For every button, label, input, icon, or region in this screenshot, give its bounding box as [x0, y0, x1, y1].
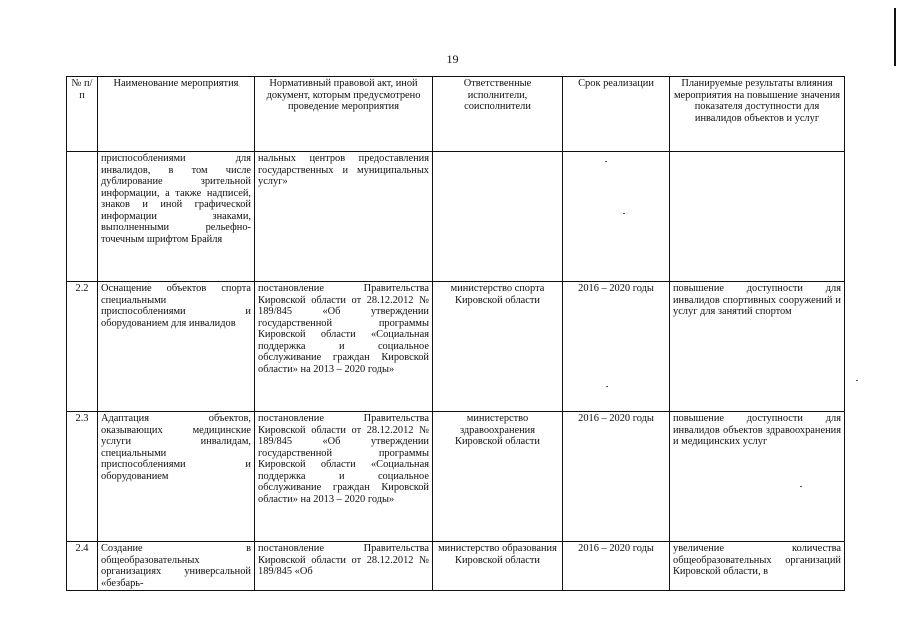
row-term: 2016 – 2020 годы	[563, 412, 670, 542]
table-row	[67, 412, 845, 542]
row-responsible: министерство образования Кировской области	[433, 542, 563, 591]
table-header-row	[67, 77, 845, 152]
row-expected-result: повышение доступности для инвалидов спортивных сооружений и услуг для занятий спортом	[670, 282, 845, 412]
table-row	[67, 282, 845, 412]
table-row	[67, 152, 845, 282]
header-expected-results: Планируемые результаты влияния мероприятия на повышение значения показателя доступности для инвалидов объектов и услуг	[670, 77, 845, 152]
scan-speck	[856, 380, 858, 381]
row-expected-result: увеличение количества общеобразовательных организаций Кировской области, в	[670, 542, 845, 591]
row-term: 2016 – 2020 годы	[563, 282, 670, 412]
row-measure-name: Оснащение объектов спорта специальными приспособлениями и оборудованием для инвалидов	[98, 282, 255, 412]
row-term: 2016 – 2020 годы	[563, 542, 670, 591]
row-measure-name: Адаптация объектов, оказывающих медицинские услуги инвалидам, специальными приспособлениями и оборудованием	[98, 412, 255, 542]
row-legal-act: постановление Правительства Кировской области от 28.12.2012 № 189/845 «Об	[255, 542, 433, 591]
row-expected-result	[670, 152, 845, 282]
row-responsible: министерство спорта Кировской области	[433, 282, 563, 412]
page-number: 19	[446, 52, 459, 66]
header-number: № п/п	[67, 77, 98, 152]
table-row	[67, 542, 845, 591]
header-legal-act: Нормативный правовой акт, иной документ, которым предусмотрено проведение мероприятия	[255, 77, 433, 152]
row-number: 2.2	[67, 282, 98, 412]
row-responsible	[433, 152, 563, 282]
row-legal-act: постановление Правительства Кировской области от 28.12.2012 № 189/845 «Об утверждении государственной программы Кировской области «Социальная поддержка и социальное обслуживание граждан Кировской области» на 2013 – 2020 годы»	[255, 282, 433, 412]
row-legal-act: нальных центров предоставления государственных и муниципальных услуг»	[255, 152, 433, 282]
measures-table	[66, 76, 845, 591]
row-responsible: министерство здравоохранения Кировской области	[433, 412, 563, 542]
row-measure-name: Создание в общеобразовательных организациях универсальной «безбарь-	[98, 542, 255, 591]
header-term: Срок реализации	[563, 77, 670, 152]
header-responsible: Ответственные исполнители, соисполнители	[433, 77, 563, 152]
row-expected-result: повышение доступности для инвалидов объектов здравоохранения и медицинских услуг	[670, 412, 845, 542]
row-term	[563, 152, 670, 282]
row-legal-act: постановление Правительства Кировской области от 28.12.2012 № 189/845 «Об утверждении государственной программы Кировской области «Социальная поддержка и социальное обслуживание граждан Кировской области» на 2013 – 2020 годы»	[255, 412, 433, 542]
header-measure-name: Наименование мероприятия	[98, 77, 255, 152]
row-number	[67, 152, 98, 282]
scan-edge-mark	[894, 8, 896, 66]
row-measure-name: приспособлениями для инвалидов, в том числе дублирование зрительной информации, а также надписей, знаков и иной графической информации знаками, выполненными рельефно-точечным шрифтом Брайля	[98, 152, 255, 282]
row-number: 2.3	[67, 412, 98, 542]
row-number: 2.4	[67, 542, 98, 591]
